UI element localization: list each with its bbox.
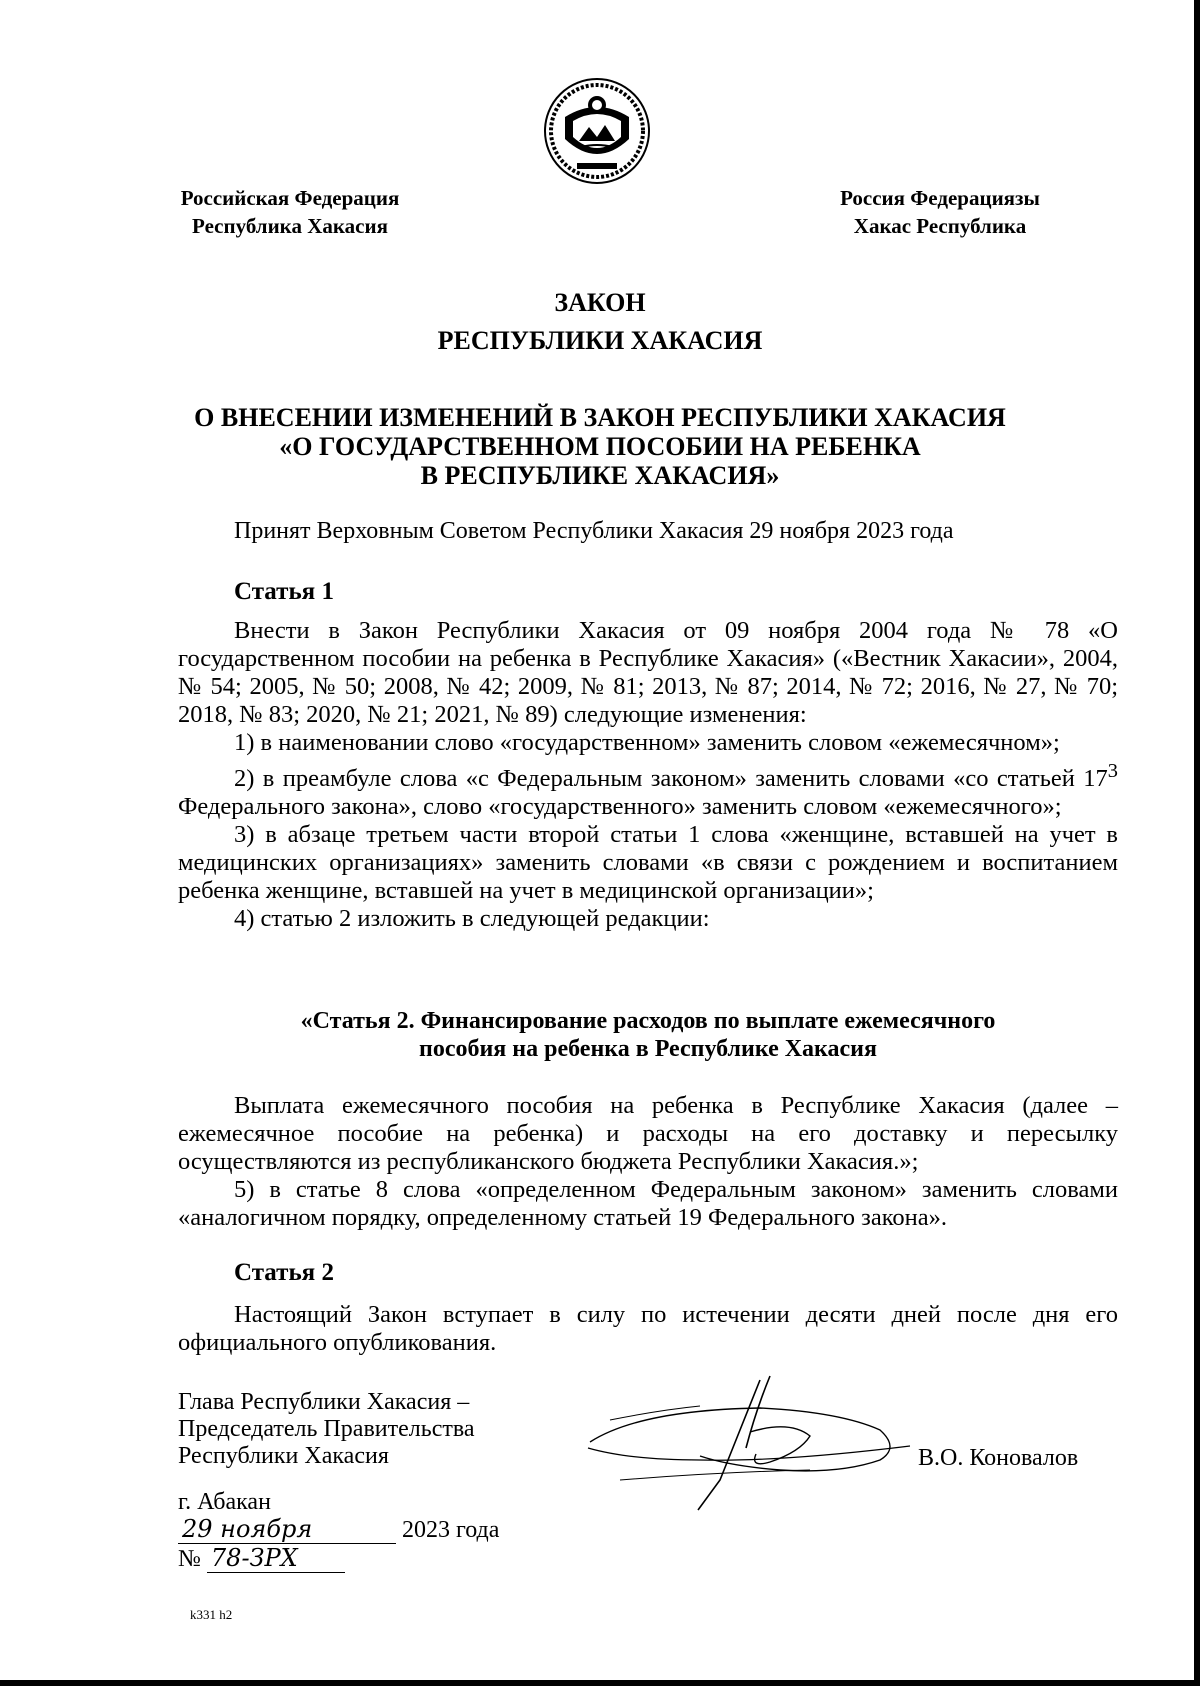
document-code: k331 h2 <box>190 1607 233 1622</box>
signing-date-row <box>178 1515 499 1573</box>
item2-text-before: 2) в преамбуле слова «с Федеральным законом» заменить словами «со статьей 17 <box>234 765 1108 793</box>
adoption-note: Принят Верховным Советом Республики Хакасия 29 ноября 2023 года <box>234 518 954 544</box>
article2-heading: Статья 2 <box>234 1259 334 1286</box>
article1-item2 <box>178 757 1118 821</box>
law-republic-heading: РЕСПУБЛИКИ ХАКАСИЯ <box>437 326 763 355</box>
coat-of-arms-emblem <box>543 77 651 185</box>
article1-item3: 3) в абзаце третьем части второй статьи 1 слова «женщине, вставшей на учет в медицинских организациях» заменить словами «в связи с рождением и воспитанием ребенка женщине, вставшей на учет в медицинской организации»; <box>178 821 1118 905</box>
handwritten-signature <box>580 1370 960 1520</box>
article2-text: Настоящий Закон вступает в силу по истечении десяти дней после дня его официального опубликования. <box>178 1301 1118 1356</box>
signatory-name: В.О. Коновалов <box>918 1445 1079 1471</box>
header-right-line1: Россия Федерациязы <box>840 186 1040 210</box>
scan-edge-right <box>1194 0 1200 1686</box>
article1-item4: 4) статью 2 изложить в следующей редакции: <box>234 905 710 933</box>
law-heading: ЗАКОН <box>554 288 646 317</box>
signatory-title <box>178 1389 475 1470</box>
signing-year: 2023 года <box>402 1517 500 1543</box>
new-article2-body <box>178 1092 1118 1232</box>
new-article2-text: Выплата ежемесячного пособия на ребенка в Республике Хакасия (далее – ежемесячное пособие на ребенка) и расходы на его доставку и пересылку осуществляются из республиканского бюджета Республики Хакасия.»; <box>178 1092 1118 1175</box>
item2-text-after: Федерального закона», слово «государственного» заменить словом «ежемесячного»; <box>178 793 1062 821</box>
signing-date <box>178 1515 499 1544</box>
header-right-line2: Хакас Республика <box>853 214 1027 238</box>
law-title-line3: В РЕСПУБЛИКЕ ХАКАСИЯ» <box>420 461 780 490</box>
number-label: № <box>178 1546 201 1572</box>
place-of-signing: г. Абакан <box>178 1489 271 1515</box>
header-left-line1: Российская Федерация <box>180 186 400 210</box>
law-number <box>178 1544 499 1573</box>
law-title-line2: «О ГОСУДАРСТВЕННОМ ПОСОБИИ НА РЕБЕНКА <box>279 432 921 461</box>
signatory-title-line1: Глава Республики Хакасия – <box>178 1389 470 1415</box>
article1-intro: Внести в Закон Республики Хакасия от 09 ноября 2004 года № 78 «О государственном пособии на ребенка в Республике Хакасия» («Вестник Хакасии», 2004, № 54; 2005, № 50; 2008, № 42; 2009, № 81; 2013, № 87; 2014, № 72; 2016, № 27, № 70; 2018, № 83; 2020, № 21; 2021, № 89) следующие изменения: <box>178 617 1118 728</box>
article1-item1: 1) в наименовании слово «государственном» заменить словом «ежемесячном»; <box>234 729 1060 756</box>
signatory-title-line2: Председатель Правительства <box>178 1416 475 1442</box>
article1-body <box>178 617 1118 933</box>
article1-item5: 5) в статье 8 слова «определенном Федеральным законом» заменить словами «аналогичном порядку, определенному статьей 19 Федерального закона». <box>178 1176 1118 1231</box>
article1-heading: Статья 1 <box>234 578 334 605</box>
law-title-line1: О ВНЕСЕНИИ ИЗМЕНЕНИЙ В ЗАКОН РЕСПУБЛИКИ ХАКАСИЯ <box>194 403 1006 432</box>
header-left-line2: Республика Хакасия <box>192 214 388 238</box>
scan-edge-bottom <box>0 1680 1200 1686</box>
item2-superscript: 3 <box>1107 760 1118 782</box>
new-article2-title-line2: пособия на ребенка в Республике Хакасия <box>418 1036 877 1062</box>
header-russian-left <box>150 184 430 240</box>
law-title <box>0 403 1200 490</box>
handwritten-date: 29 ноября <box>178 1515 396 1544</box>
handwritten-number: 78-ЗРХ <box>207 1544 345 1573</box>
header-khakas-right <box>820 184 1060 240</box>
signatory-title-line3: Республики Хакасия <box>178 1443 389 1469</box>
new-article2-title-line1: «Статья 2. Финансирование расходов по выплате ежемесячного <box>300 1008 996 1034</box>
article2-body <box>178 1301 1118 1357</box>
new-article2-title <box>178 1007 1118 1063</box>
